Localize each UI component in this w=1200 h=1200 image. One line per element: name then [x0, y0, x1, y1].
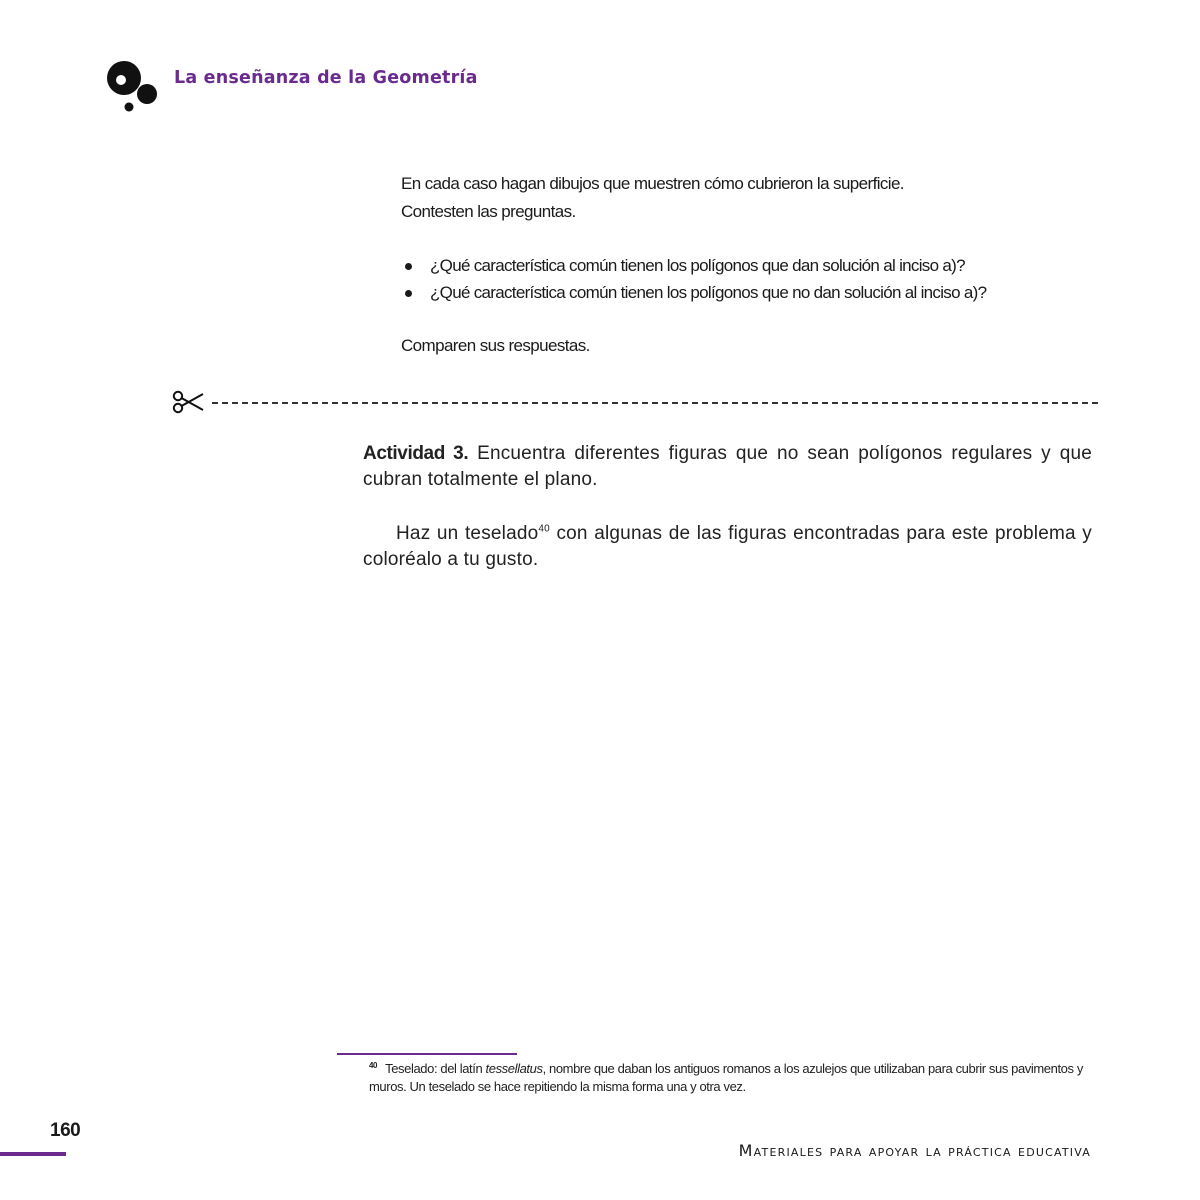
- activity-text-after: con algunas de las figuras encontradas para este problema y coloréalo a tu gusto.: [363, 523, 1092, 570]
- instruction-line-1: En cada caso hagan dibujos que muestren cómo cubrieron la superficie.: [401, 174, 904, 193]
- footnote-term: tessellatus: [485, 1061, 543, 1076]
- instruction-line-2: Contesten las preguntas.: [401, 202, 576, 221]
- question-list: [401, 256, 986, 310]
- question-item: ¿Qué característica común tienen los polígonos que dan solución al inciso a)?: [401, 256, 986, 283]
- circles-logo-icon: [104, 58, 164, 118]
- footnote-text-before: Teselado: del latín: [385, 1061, 483, 1076]
- compare-instruction: Comparen sus respuestas.: [401, 336, 590, 355]
- footer-series-title: Materiales para apoyar la práctica educativa: [738, 1141, 1091, 1160]
- footnote: [369, 1060, 1091, 1096]
- activity-paragraph: [363, 441, 1092, 493]
- activity-label: Actividad 3.: [363, 443, 469, 464]
- cut-line: [212, 402, 1098, 404]
- activity-paragraph-2: [363, 521, 1092, 573]
- page-number-rule: [0, 1152, 66, 1156]
- question-item: ¿Qué característica común tienen los polígonos que no dan solución al inciso a)?: [401, 283, 986, 310]
- footnote-rule: [337, 1053, 517, 1055]
- footnote-text-after: , nombre que daban los antiguos romanos a los azulejos que utilizaban para cubrir sus pavimentos y muros. Un teselado se hace repitiendo la misma forma una y otra vez.: [369, 1061, 1083, 1094]
- scissors-icon: [172, 390, 206, 414]
- footnote-reference: 40: [538, 523, 550, 535]
- footnote-number: 40: [369, 1060, 378, 1070]
- page-number: 160: [50, 1120, 81, 1141]
- activity-text-before: Haz un teselado: [396, 523, 539, 544]
- header-title: La enseñanza de la Geometría: [174, 68, 478, 88]
- activity-text: Encuentra diferentes figuras que no sean polígonos regulares y que cubran totalmente el plano.: [363, 443, 1093, 490]
